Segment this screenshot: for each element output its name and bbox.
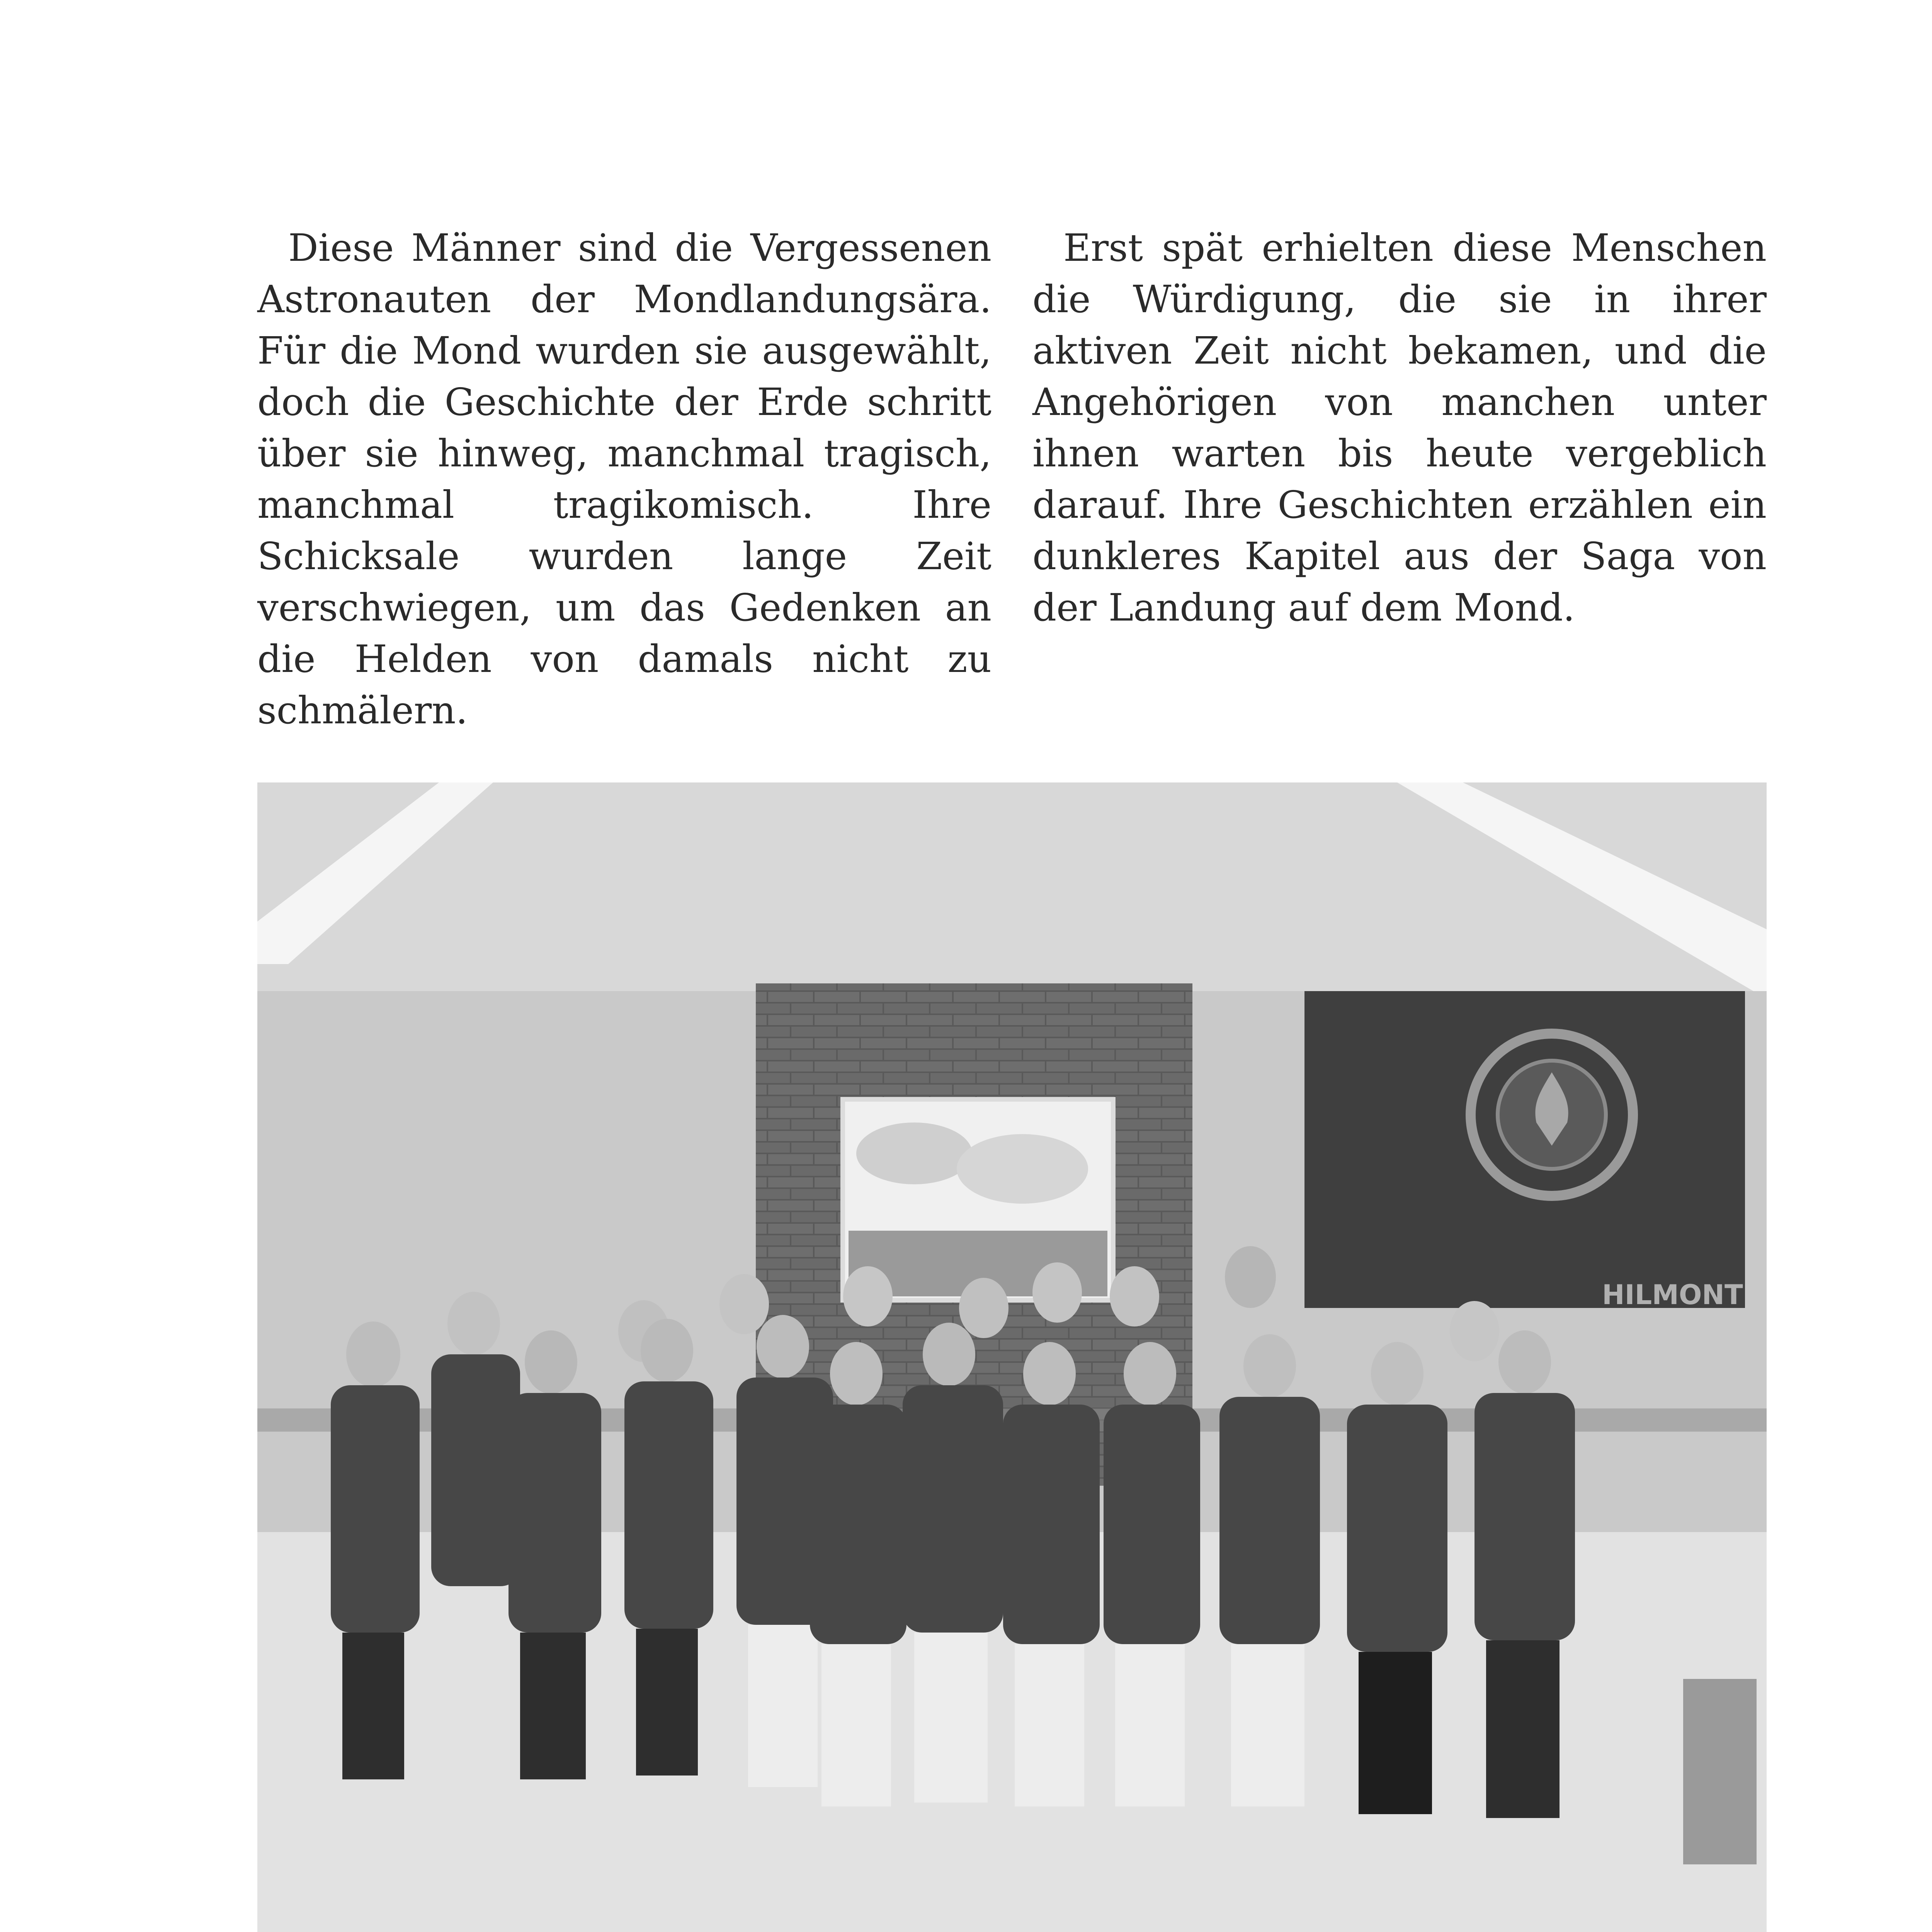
cardboard-box bbox=[1683, 1679, 1757, 1864]
body-text-left-column: Diese Männer sind die Vergessenen Astronauten der Mondlandungsära. Für die Mond wurden sie ausgewählt, doch die Geschichte der Erde schritt über sie hinweg, manchmal tragisch, manchmal tragikomisch. Ihre Schicksale wurden lange Zeit verschwiegen, um das Gedenken an die Helden von damals nicht zu schmälern. bbox=[257, 226, 992, 732]
group-photo bbox=[257, 782, 1767, 1932]
group-photo-illustration bbox=[257, 782, 1767, 1932]
flag-banner-text: HILMONT bbox=[1602, 1279, 1743, 1311]
ceiling bbox=[257, 782, 1767, 991]
body-text-right-column: Erst spät erhielten diese Menschen die Würdigung, die sie in ihrer aktiven Zeit nicht bekamen, und die Angehörigen von manchen unter ihnen warten bis heute vergeblich darauf. Ihre Geschichten erzählen ein dunkleres Kapitel aus der Saga von der Landung auf dem Mond. bbox=[1032, 226, 1767, 629]
